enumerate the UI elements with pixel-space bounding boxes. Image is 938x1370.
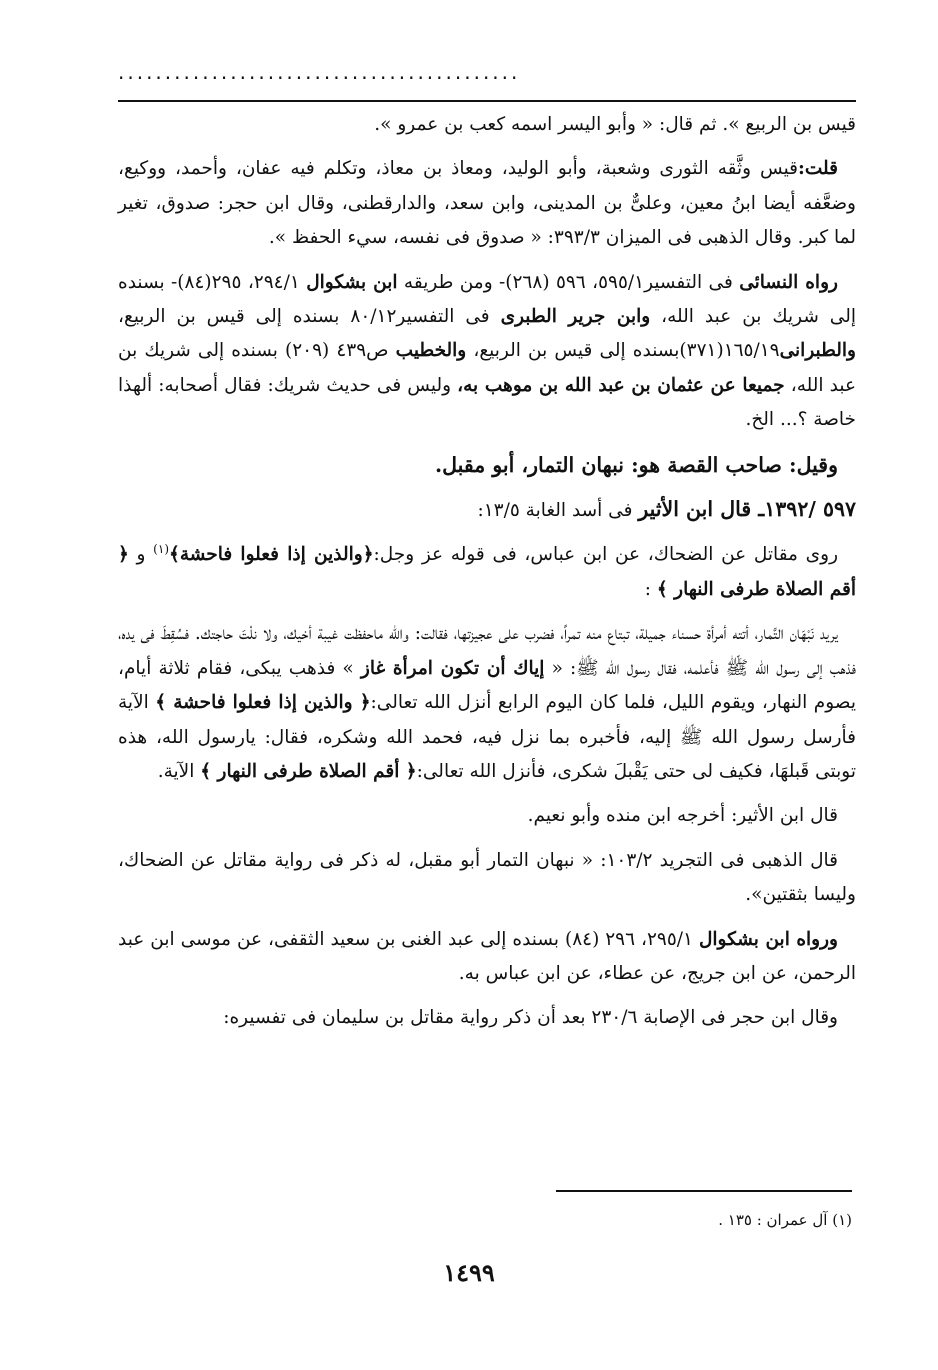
paragraph-8: قال ابن الأثير: أخرجه ابن منده وأبو نعيم. — [527, 805, 838, 827]
p6-colon: : — [644, 578, 657, 600]
p3-text-4: ١٦٥/١٩(٣٧١)بسنده إلى قيس بن الربيع، — [466, 340, 780, 362]
p3-text-6: وليس فى حديث شريك: فقال أصحابه: ألهذا خاصة ؟... الخ. — [118, 374, 856, 431]
p5-source: فى أسد الغابة ١٣/٥: — [477, 500, 639, 522]
paragraph-4: وقيل: صاحب القصة هو: نبهان التمار، أبو مقبل. — [434, 452, 838, 477]
p3-khatib: والخطيب — [395, 340, 467, 362]
paragraph-9: قال الذهبى فى التجريد ١٠٣/٢: « نبهان التمار أبو مقبل، له ذكر فى رواية مقاتل عن الضحاك، وليسا بثقتين». — [118, 849, 856, 906]
main-text — [118, 108, 856, 1046]
footnote: (١) آل عمران : ١٣٥ . — [718, 1211, 852, 1229]
paragraph-2 — [118, 152, 856, 255]
p6-verse-2: ﴿ أقم الصلاة طرفى النهار ﴾ — [118, 544, 856, 600]
paragraph-3 — [118, 266, 856, 438]
p3-tabarani: والطبرانى — [779, 340, 856, 362]
p3-bashkuwal: ابن بشكوال — [306, 271, 398, 293]
p3-tabari: وابن جرير الطبرى — [500, 306, 651, 328]
p7-verse-1: ﴿ والذين إذا فعلوا فاحشة ﴾ — [155, 692, 371, 714]
p7-hadith: إياك أن تكون امرأة غاز — [360, 657, 545, 679]
p7-verse-2: ﴿ أقم الصلاة طرفى النهار ﴾ — [200, 760, 417, 782]
p3-text-5: ص٤٣٩ (٢٠٩) بسنده إلى شريك بن عبد الله، — [118, 340, 856, 396]
paragraph-6 — [118, 538, 856, 607]
footnote-ref: (١) — [153, 542, 169, 557]
paragraph-2-lead: قلت: — [798, 158, 838, 180]
paragraph-1: قيس بن الربيع ». ثم قال: « وأبو اليسر اسمه كعب بن عمرو ». — [374, 114, 856, 135]
paragraph-7 — [118, 617, 856, 789]
p7-text-4: الآية. — [157, 760, 201, 782]
header-dotted-line: ........................................... — [118, 62, 521, 82]
p6-verse-1: ﴿والذين إذا فعلوا فاحشة﴾ — [169, 544, 374, 566]
p3-nasai: رواه النسائى — [739, 271, 838, 293]
p3-text-1: فى التفسير٥٩٥/١، ٥٩٦ (٢٦٨)- ومن طريقه — [397, 271, 740, 293]
p10-bashkuwal: ورواه ابن بشكوال — [698, 928, 838, 950]
paragraph-2-text: قيس وثَّقه الثورى وشعبة، وأبو الوليد، ومعاذ بن معاذ، وتكلم فيه عفان، وأحمد، ووكيع، وضعَّفه أيضا ابنُ معين، وعلىٌّ بن المدينى، وابن سعد، والدارقطنى، وقال ابن حجر: صدوق، تغير لما كبر. وقال الذهبى فى الميزان ٣٩٣/٣: « صدوق فى نفسه، سيء الحفظ ». — [118, 158, 856, 249]
paragraph-10 — [118, 923, 856, 992]
p3-jamian: جميعا عن عثمان بن عبد الله بن موهب به، — [457, 374, 785, 396]
p6-text-1: روى مقاتل عن الضحاك، عن ابن عباس، فى قوله عز وجل: — [373, 544, 839, 566]
page-number: ١٤٩٩ — [443, 1258, 495, 1287]
p6-and: و — [128, 544, 154, 566]
paragraph-11: وقال ابن حجر فى الإصابة ٢٣٠/٦ بعد أن ذكر رواية مقاتل بن سليمان فى تفسيره: — [223, 1007, 838, 1029]
p7-text-3: الآية فأرسل رسول الله ﷺ إليه، فأخبره بما نزل فيه، فحمد الله وشكره، فقال: يارسول الله، هذه توبتى قَبلهَا، فكيف لى حتى يَقْبلَ شكرى، فأنزل الله تعالى: — [118, 692, 856, 782]
p7-text-1: يريد نَبْهَان التَّمار، أتته أمرأة حسناء جميلة، تبتاع منه تمراً، فضرب على عجيزتها، فقالت: والله ماحفظت غيبة أخيك، ولا نلْتَ حاجتك. فسُقِطَ فى يده، فذهب إلى رسول الله ﷺ فأعلمه، فقال رسول الله ﷺ: « — [118, 623, 856, 679]
header-rule — [118, 100, 856, 102]
paragraph-5 — [118, 492, 856, 528]
p7-text-2: » فذهب يبكى، فقام ثلاثة أيام، يصوم النهار، ويقوم الليل، فلما كان اليوم الرابع أنزل الله تعالى: — [118, 657, 857, 714]
p3-text-2: ٢٩٤/١، ٢٩٥(٨٤)- بسنده إلى شريك بن عبد الله، — [118, 271, 856, 328]
p3-text-3: فى التفسير٨٠/١٢ بسنده إلى قيس بن الربيع، — [118, 306, 501, 328]
footnote-rule — [556, 1190, 852, 1192]
entry-number-heading: ٥٩٧ /١٣٩٢ـ قال ابن الأثير — [638, 497, 856, 522]
p10-text: ٢٩٥/١، ٢٩٦ (٨٤) بسنده إلى عبد الغنى بن سعيد الثقفى، عن موسى ابن عبد الرحمن، عن ابن جريج، عن عطاء، عن ابن عباس به. — [118, 928, 856, 984]
